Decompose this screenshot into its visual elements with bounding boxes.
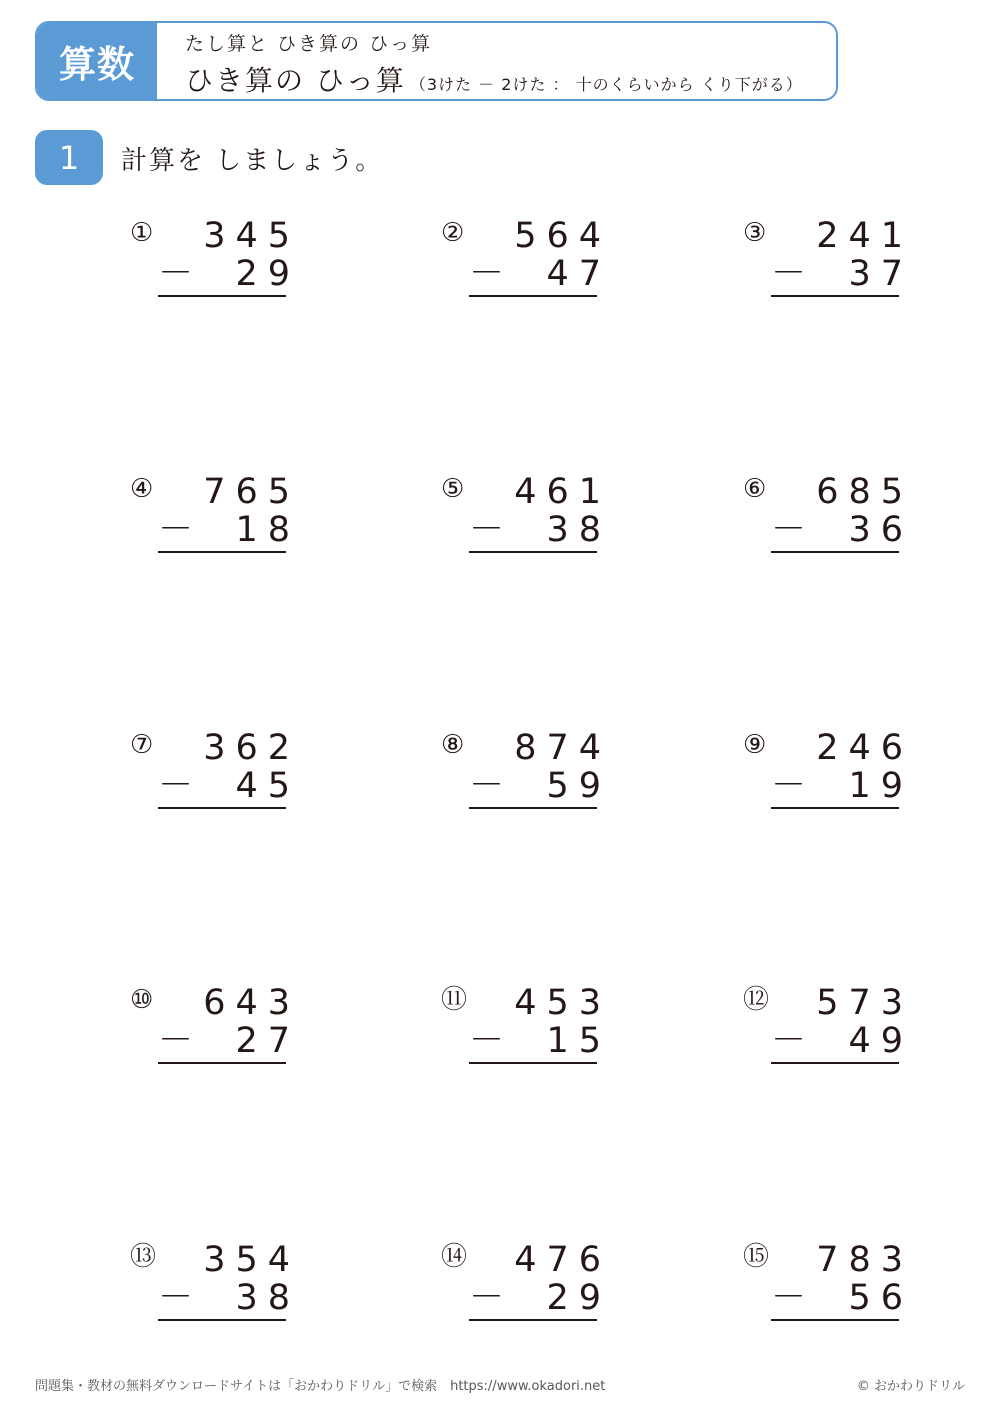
problem-number: ⑥ xyxy=(743,474,767,504)
header-title xyxy=(185,59,803,99)
subtrahend: 29 xyxy=(546,1278,611,1318)
subtrahend: 56 xyxy=(848,1278,913,1318)
problem-12 xyxy=(743,985,913,1067)
answer-line xyxy=(771,295,899,297)
problem-11 xyxy=(441,985,611,1067)
minuend: 241 xyxy=(816,216,913,256)
minuend: 453 xyxy=(514,983,611,1023)
minus-sign: － xyxy=(469,254,505,294)
answer-line xyxy=(469,807,597,809)
minus-sign: － xyxy=(771,1278,807,1318)
minuend: 783 xyxy=(816,1240,913,1280)
minus-sign: － xyxy=(158,1021,194,1061)
answer-line xyxy=(771,1062,899,1064)
minus-sign: － xyxy=(158,1278,194,1318)
problem-9 xyxy=(743,730,913,812)
minuend: 643 xyxy=(203,983,300,1023)
answer-line xyxy=(158,1319,286,1321)
minus-sign: － xyxy=(158,510,194,550)
subtrahend: 36 xyxy=(848,510,913,550)
answer-line xyxy=(771,1319,899,1321)
minuend: 765 xyxy=(203,472,300,512)
problem-number: ③ xyxy=(743,218,767,248)
header-subtitle: たし算と ひき算の ひっ算 xyxy=(185,33,433,55)
subtrahend: 45 xyxy=(235,766,300,806)
worksheet-header xyxy=(35,21,838,101)
minuend: 461 xyxy=(514,472,611,512)
problem-5 xyxy=(441,474,611,556)
problem-number: ⑬ xyxy=(130,1242,157,1272)
problem-4 xyxy=(130,474,300,556)
minuend: 246 xyxy=(816,728,913,768)
problem-7 xyxy=(130,730,300,812)
subtrahend: 38 xyxy=(235,1278,300,1318)
subtrahend: 27 xyxy=(235,1021,300,1061)
minuend: 564 xyxy=(514,216,611,256)
minuend: 354 xyxy=(203,1240,300,1280)
minus-sign: － xyxy=(771,1021,807,1061)
problem-number: ⑧ xyxy=(441,730,465,760)
answer-line xyxy=(771,551,899,553)
minuend: 685 xyxy=(816,472,913,512)
problem-number: ⑩ xyxy=(130,985,154,1015)
instruction-text: 計算を しましょう。 xyxy=(121,146,384,176)
minus-sign: － xyxy=(771,254,807,294)
answer-line xyxy=(158,1062,286,1064)
subtrahend: 18 xyxy=(235,510,300,550)
problem-10 xyxy=(130,985,300,1067)
section-number-badge: 1 xyxy=(35,130,103,185)
problem-3 xyxy=(743,218,913,300)
problem-number: ⑭ xyxy=(441,1242,468,1272)
subtrahend: 19 xyxy=(848,766,913,806)
subtrahend: 47 xyxy=(546,254,611,294)
problem-number: ⑪ xyxy=(441,985,468,1015)
answer-line xyxy=(158,807,286,809)
answer-line xyxy=(469,551,597,553)
problem-14 xyxy=(441,1242,611,1324)
title-note: （3けた － 2けた ： 十のくらいから くり下がる） xyxy=(409,75,803,94)
problem-number: ② xyxy=(441,218,465,248)
problem-13 xyxy=(130,1242,300,1324)
answer-line xyxy=(771,807,899,809)
subtrahend: 38 xyxy=(546,510,611,550)
problem-15 xyxy=(743,1242,913,1324)
subtrahend: 37 xyxy=(848,254,913,294)
minus-sign: － xyxy=(771,510,807,550)
answer-line xyxy=(469,1319,597,1321)
problem-number: ④ xyxy=(130,474,154,504)
footer-site-info: 問題集・教材の無料ダウンロードサイトは「おかわりドリル」で検索 https://www.okadori.net xyxy=(35,1379,606,1394)
minuend: 874 xyxy=(514,728,611,768)
subtrahend: 49 xyxy=(848,1021,913,1061)
subject-badge: 算数 xyxy=(37,23,157,99)
minuend: 345 xyxy=(203,216,300,256)
problem-number: ⑤ xyxy=(441,474,465,504)
problem-8 xyxy=(441,730,611,812)
problem-2 xyxy=(441,218,611,300)
minus-sign: － xyxy=(469,1021,505,1061)
worksheet-title: ひき算の ひっ算 xyxy=(185,64,406,97)
answer-line xyxy=(469,295,597,297)
minuend: 476 xyxy=(514,1240,611,1280)
subtrahend: 29 xyxy=(235,254,300,294)
problem-1 xyxy=(130,218,300,300)
subtrahend: 15 xyxy=(546,1021,611,1061)
minus-sign: － xyxy=(469,1278,505,1318)
minus-sign: － xyxy=(469,510,505,550)
minuend: 362 xyxy=(203,728,300,768)
problem-number: ① xyxy=(130,218,154,248)
footer-copyright: © おかわりドリル xyxy=(856,1379,965,1394)
problem-number: ⑮ xyxy=(743,1242,770,1272)
minus-sign: － xyxy=(469,766,505,806)
problem-number: ⑫ xyxy=(743,985,770,1015)
subtrahend: 59 xyxy=(546,766,611,806)
answer-line xyxy=(158,295,286,297)
minus-sign: － xyxy=(158,766,194,806)
problem-number: ⑦ xyxy=(130,730,154,760)
minus-sign: － xyxy=(158,254,194,294)
minuend: 573 xyxy=(816,983,913,1023)
answer-line xyxy=(158,551,286,553)
minus-sign: － xyxy=(771,766,807,806)
answer-line xyxy=(469,1062,597,1064)
problem-6 xyxy=(743,474,913,556)
problem-number: ⑨ xyxy=(743,730,767,760)
